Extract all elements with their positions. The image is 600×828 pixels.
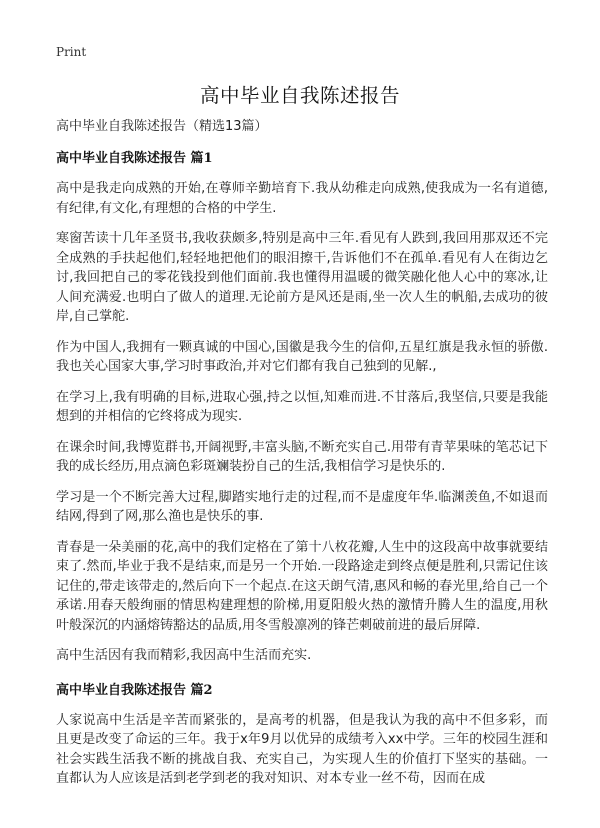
print-link[interactable]: Print — [56, 45, 87, 59]
document-title: 高中毕业自我陈述报告 — [199, 84, 400, 107]
section-heading: 高中毕业自我陈述报告 篇2 — [56, 682, 213, 698]
paragraph: 人家说高中生活是辛苦而紧张的，是高考的机器，但是我认为我的高中不但多彩，而且更是改变了命运的三年。我于x年9月以优异的成绩考入xx中学。三年的校园生涯和社会实践生活我不断的挑战自我、充实自己，为实现人生的价值打下坚实的基础。一直都认为人应该是活到老学到老的我对知识、对本专业一丝不苟，因而在成 — [56, 712, 548, 786]
section-2 — [56, 680, 548, 789]
paragraph: 在学习上,我有明确的目标,进取心强,持之以恒,知难而进.不甘落后,我坚信,只要是我能想到的并相信的它终将成为现实. — [56, 389, 548, 424]
paragraph: 在课余时间,我博览群书,开阔视野,丰富头脑,不断充实自己.用带有青苹果味的笔芯记下我的成长经历,用点滴色彩斑斓装扮自己的生活,我相信学习是快乐的. — [56, 439, 548, 474]
paragraph: 学习是一个不断完善大过程,脚踏实地行走的过程,而不是虚度年华.临渊羡鱼,不如退而结网,得到了网,那么渔也是快乐的事. — [56, 489, 548, 524]
paragraph: 青春是一朵美丽的花,高中的我们定格在了第十八枚花瓣,人生中的这段高中故事就要结束了.然而,毕业于我不是结束,而是另一个开始.一段路途走到终点便是胜利,只需记住该记住的,带走该带走的,然后向下一个起点.在这天朗气清,惠风和畅的春光里,给自己一个承诺.用春天般绚丽的情思构建理想的阶梯,用夏阳般火热的激情升腾人生的温度,用秋叶般深沉的内涵熔铸豁达的品质,用冬雪般凛冽的锋芒刺破前进的最后屏障. — [56, 539, 548, 633]
paragraph: 高中生活因有我而精彩,我因高中生活而充实. — [56, 648, 312, 663]
paragraph: 高中是我走向成熟的开始,在尊师辛勤培育下.我从幼稚走向成熟,使我成为一名有道德,有纪律,有文化,有理想的合格的中学生. — [56, 181, 548, 216]
section-heading: 高中毕业自我陈述报告 篇1 — [56, 151, 213, 166]
document-subtitle: 高中毕业自我陈述报告（精选13篇） — [56, 119, 268, 134]
document-body — [56, 116, 548, 800]
paragraph: 作为中国人,我拥有一颗真诚的中国心,国徽是我今生的信仰,五星红旗是我永恒的骄傲.我也关心国家大事,学习时事政治,并对它们都有我自己独到的见解., — [56, 339, 548, 374]
paragraph: 寒窗苦读十几年圣贤书,我收获颇多,特别是高中三年.看见有人跌到,我回用那双还不完全成熟的手扶起他们,轻轻地把他们的眼泪擦干,告诉他们不在孤单.看见有人在街边乞讨,我回把自己的零花钱投到他们面前.我也懂得用温暖的微笑融化他人心中的寒冰,让人间充满爱.也明白了做人的道理.无论前方是风还是雨,坐一次人生的帆船,去成功的彼岸,自己掌舵. — [56, 231, 548, 324]
section-1 — [56, 148, 548, 666]
